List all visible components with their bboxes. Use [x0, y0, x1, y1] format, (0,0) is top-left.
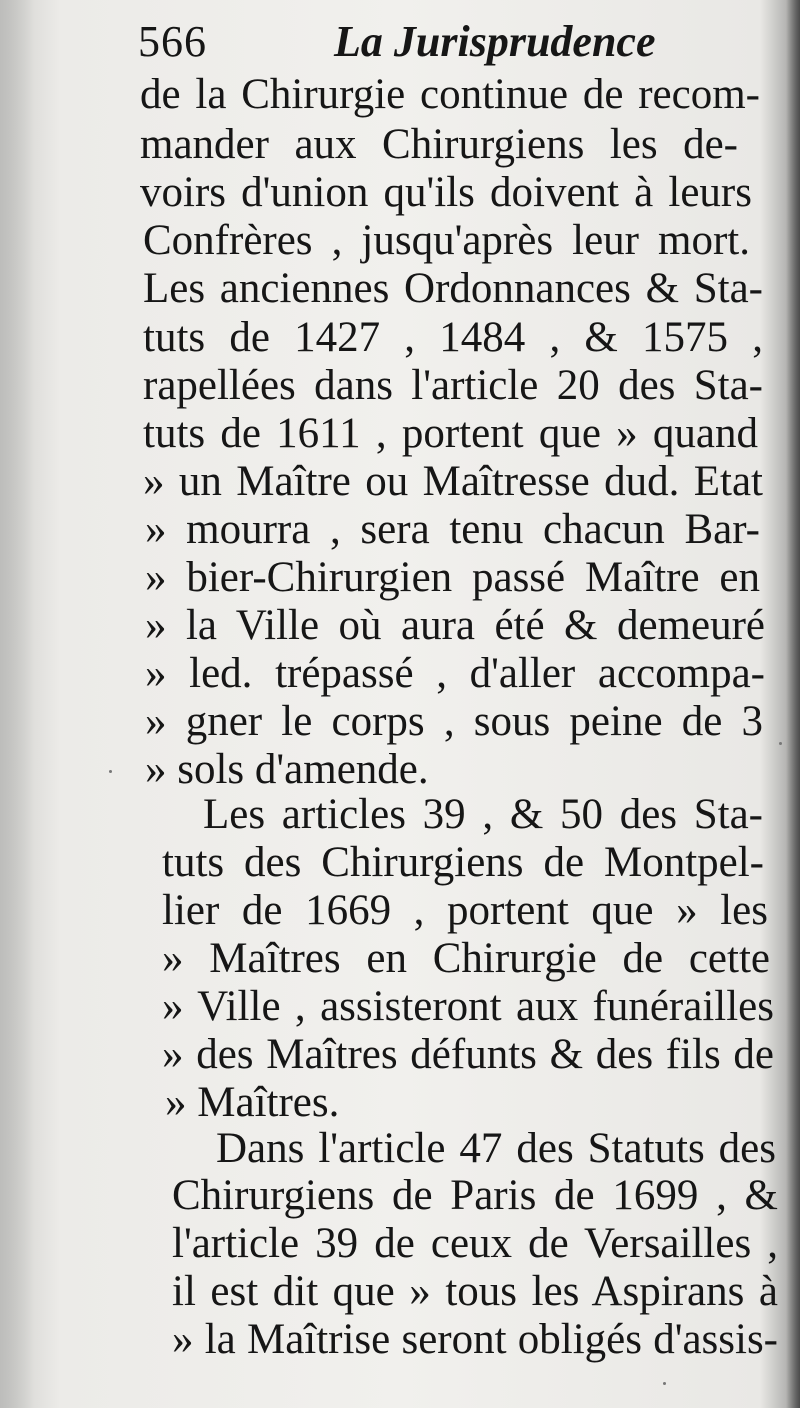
text-line: rapellées dans l'article 20 des Sta- — [143, 363, 763, 409]
text-line: » un Maître ou Maîtresse dud. Etat — [143, 459, 763, 505]
text-line: tuts de 1611 , portent que » quand — [143, 411, 758, 457]
text-line: il est dit que » tous les Aspirans à — [172, 1269, 778, 1315]
text-line: » bier-Chirurgien passé Maître en — [145, 555, 760, 601]
text-line: mander aux Chirurgiens les de- — [140, 122, 738, 168]
page-gutter-shadow — [0, 0, 34, 1408]
text-line: » Ville , assisteront aux funérailles — [162, 984, 774, 1030]
text-line: » sols d'amende. — [145, 747, 429, 793]
text-line: Les anciennes Ordonnances & Sta- — [143, 266, 763, 312]
text-line: » la Maîtrise seront obligés d'assis- — [172, 1317, 778, 1363]
text-line: » gner le corps , sous peine de 3 — [145, 699, 763, 745]
text-line: de la Chirurgie continue de recom- — [140, 72, 760, 118]
text-line: » led. trépassé , d'aller accompa- — [145, 651, 765, 697]
text-line: voirs d'union qu'ils doivent à leurs — [140, 170, 752, 216]
paper-speck — [663, 1382, 666, 1385]
page-header — [138, 14, 656, 70]
paragraph-start-line: Dans l'article 47 des Statuts des — [216, 1126, 776, 1172]
text-line: Chirurgiens de Paris de 1699 , & — [172, 1173, 778, 1219]
text-line: » Maîtres en Chirurgie de cette — [162, 936, 770, 982]
text-line: tuts des Chirurgiens de Montpel- — [162, 840, 764, 886]
paper-speck — [779, 742, 782, 745]
text-line: l'article 39 de ceux de Versailles , — [172, 1221, 778, 1267]
paper-speck — [109, 770, 112, 773]
page-number: 566 — [138, 17, 207, 66]
running-title: La Jurisprudence — [334, 17, 656, 66]
text-line: tuts de 1427 , 1484 , & 1575 , — [143, 315, 763, 361]
text-line: » la Ville où aura été & demeuré — [145, 603, 765, 649]
page-edge-shadow — [786, 0, 800, 1408]
text-line: » des Maîtres défunts & des fils de — [162, 1032, 774, 1078]
text-line: » mourra , sera tenu chacun Bar- — [145, 507, 760, 553]
paragraph-start-line: Les articles 39 , & 50 des Sta- — [203, 792, 763, 838]
text-line: » Maîtres. — [165, 1080, 340, 1126]
text-line: lier de 1669 , portent que » les — [162, 888, 768, 934]
text-line: Confrères , jusqu'après leur mort. — [143, 218, 750, 264]
